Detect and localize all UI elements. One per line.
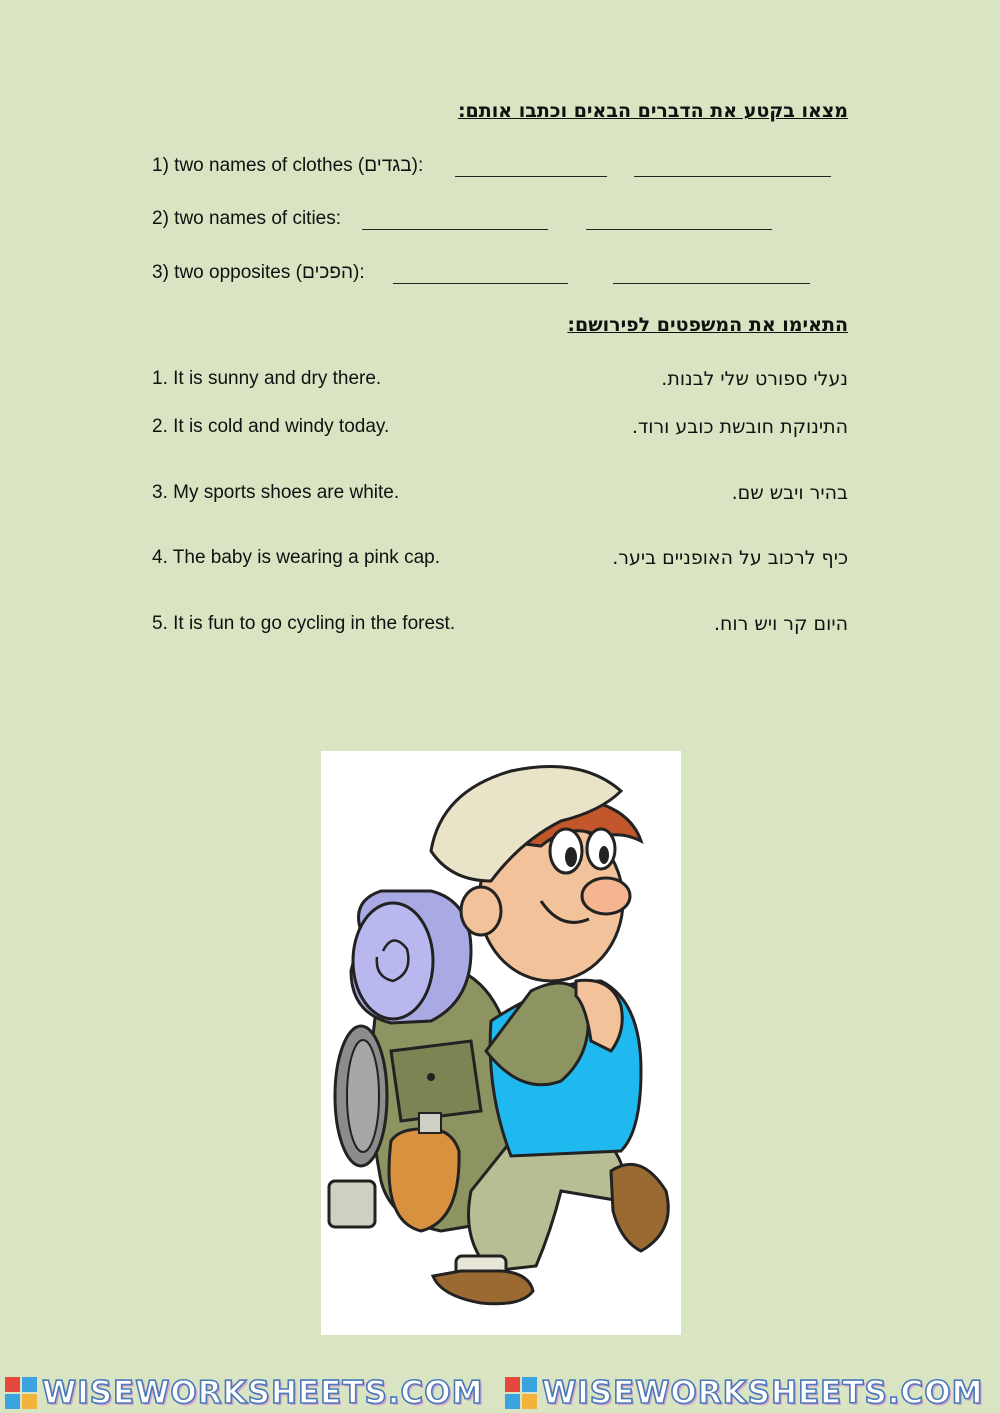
- answer-blank-opposites-2[interactable]: [613, 283, 810, 284]
- hebrew-translation-5: היום קר ויש רוח.: [713, 613, 848, 635]
- hebrew-translation-3: בהיר ויבש שם.: [731, 482, 848, 504]
- question-cities: 2) two names of cities:: [152, 208, 342, 229]
- english-sentence-2: 2. It is cold and windy today.: [152, 416, 390, 437]
- hiker-with-backpack-illustration: [321, 751, 681, 1335]
- watermark-text: WISEWORKSHEETS.COM: [42, 1374, 484, 1411]
- question-clothes: 1) two names of clothes (בגדים):: [152, 155, 424, 176]
- hebrew-translation-1: נעלי ספורט שלי לבנות.: [661, 368, 848, 390]
- answer-blank-cities-2[interactable]: [586, 229, 772, 230]
- section2-title: התאימו את המשפטים לפירושם:: [567, 314, 848, 336]
- answer-blank-clothes-1[interactable]: [455, 176, 607, 177]
- footer-watermark: [0, 1372, 1000, 1413]
- answer-blank-opposites-1[interactable]: [393, 283, 568, 284]
- section1-title: מצאו בקטע את הדברים הבאים וכתבו אותם:: [457, 100, 848, 122]
- wise-logo-icon: [4, 1376, 38, 1410]
- wise-logo-icon: [504, 1376, 538, 1410]
- english-sentence-3: 3. My sports shoes are white.: [152, 482, 400, 503]
- english-sentence-4: 4. The baby is wearing a pink cap.: [152, 547, 440, 568]
- hebrew-translation-4: כיף לרכוב על האופניים ביער.: [612, 547, 848, 569]
- answer-blank-cities-1[interactable]: [362, 229, 548, 230]
- watermark-left: [0, 1372, 500, 1413]
- hiker-illustration-frame: [321, 751, 681, 1335]
- watermark-right: [500, 1372, 1000, 1413]
- english-sentence-1: 1. It is sunny and dry there.: [152, 368, 382, 389]
- answer-blank-clothes-2[interactable]: [634, 176, 831, 177]
- watermark-text: WISEWORKSHEETS.COM: [542, 1374, 984, 1411]
- english-sentence-5: 5. It is fun to go cycling in the forest.: [152, 613, 456, 634]
- question-opposites: 3) two opposites (הפכים):: [152, 262, 365, 283]
- hebrew-translation-2: התינוקת חובשת כובע ורוד.: [631, 416, 848, 438]
